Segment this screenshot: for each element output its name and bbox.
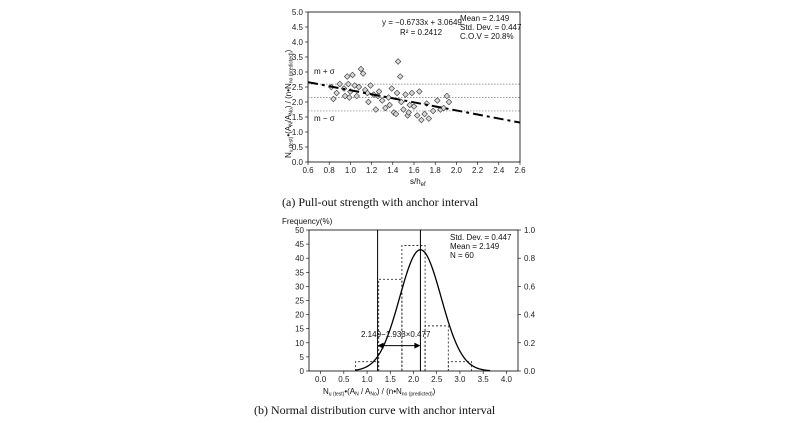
regression-equation: y = −0.6733x + 3.0649 (382, 18, 462, 27)
x-tick-label-a: 0.6 (302, 166, 314, 175)
frequency-label: Frequency(%) (282, 217, 333, 226)
caption-a: (a) Pull-out strength with anchor interval (282, 195, 479, 209)
data-point (387, 102, 393, 108)
y-left-tick-label-b: 10 (295, 338, 304, 348)
x-tick-label-a: 1.4 (387, 166, 399, 175)
data-point (383, 105, 389, 111)
x-label-b-part1: N (323, 387, 329, 396)
y-left-tick-label-b: 40 (295, 254, 304, 264)
x-tick-label-a: 2.2 (472, 166, 484, 175)
data-point (386, 95, 392, 101)
stat-stddev-b: Std. Dev. = 0.447 (450, 233, 512, 242)
x-tick-label-a: 2.6 (514, 166, 526, 175)
data-point (389, 86, 395, 92)
x-tick-label-a: 1.6 (408, 166, 420, 175)
y-tick-label-a: 3.0 (291, 68, 303, 77)
y-tick-label-a: 1.0 (291, 128, 303, 137)
x-label-b-part2: •(A (344, 387, 356, 396)
y-right-tick-label-b: 0.0 (524, 367, 536, 376)
band-label-lower: m − σ (314, 114, 335, 123)
y-left-tick-label-b: 35 (295, 268, 304, 278)
y-left-tick-label-b: 50 (295, 226, 304, 235)
x-label-b-part4: ) / (n•N (376, 387, 402, 396)
x-tick-label-a: 2.0 (450, 166, 462, 175)
y-tick-label-a: 3.5 (291, 53, 303, 62)
x-tick-label-a: 1.0 (344, 166, 356, 175)
data-point (350, 72, 356, 78)
data-point (435, 98, 441, 104)
chart-a (282, 8, 526, 209)
y-tick-label-a: 1.5 (291, 113, 303, 122)
y-tick-label-a: 0.5 (291, 143, 303, 152)
data-point (366, 99, 372, 105)
data-point (422, 111, 428, 117)
x-tick-label-a: 0.8 (323, 166, 335, 175)
r-squared: R² = 0.2412 (400, 28, 443, 37)
y-axis-label-a (284, 49, 295, 158)
x-tick-label-a: 2.4 (493, 166, 505, 175)
data-point (414, 113, 420, 119)
band-label-upper: m + σ (314, 67, 335, 76)
data-point (430, 108, 436, 114)
y-right-tick-label-b: 0.2 (524, 338, 536, 348)
y-tick-label-a: 5.0 (291, 8, 303, 17)
y-tick-label-a: 0.0 (291, 158, 303, 167)
y-label-a-part2: •(A (284, 125, 293, 137)
x-label-a-main: s/h (410, 177, 421, 186)
y-right-tick-label-b: 0.4 (524, 310, 536, 320)
y-label-a-part3: /A (284, 114, 293, 123)
x-axis-label-b (323, 387, 436, 398)
y-left-tick-label-b: 45 (295, 240, 304, 250)
y-right-tick-label-b: 0.6 (524, 282, 536, 292)
caption-b: (b) Normal distribution curve with anchor interval (254, 403, 496, 417)
y-left-tick-label-b: 20 (295, 310, 304, 320)
data-point (376, 89, 382, 95)
x-label-a-sub: ef (420, 182, 426, 188)
stat-mean-a: Mean = 2.149 (460, 14, 510, 23)
interval-annotation: 2.149−1.933×0.477 (361, 330, 431, 339)
normal-distribution-curve (355, 250, 490, 371)
regression-line (308, 82, 520, 122)
y-right-tick-label-b: 0.8 (524, 254, 536, 264)
data-point (354, 93, 360, 99)
x-tick-label-b: 3.0 (454, 375, 466, 384)
data-point (397, 74, 403, 80)
y-right-tick-label-b: 1.0 (524, 226, 536, 235)
y-left-tick-label-b: 15 (295, 324, 304, 334)
histogram-bar (402, 246, 425, 371)
x-label-b-sub4: no (predicted) (401, 391, 433, 398)
interval-arrowhead-right (414, 343, 420, 349)
x-label-b-sub1: u (test) (328, 391, 345, 398)
interval-arrowhead-left (378, 343, 384, 349)
stat-stddev-a: Std. Dev. = 0.447 (460, 23, 522, 32)
y-label-a-part1: N (284, 152, 293, 158)
histogram-bar (379, 279, 402, 371)
stat-cov-a: C.O.V = 20.8% (460, 32, 514, 41)
x-tick-label-b: 0.5 (338, 375, 350, 384)
x-tick-label-b: 1.5 (384, 375, 396, 384)
x-tick-label-b: 0.0 (315, 375, 327, 384)
data-point (403, 92, 409, 98)
y-label-a-sub4: no (predicted) (288, 52, 295, 84)
chart-b (254, 217, 536, 417)
data-point (417, 89, 423, 95)
y-left-tick-label-b: 5 (299, 352, 304, 362)
data-point (368, 83, 374, 89)
y-left-tick-label-b: 0 (299, 367, 304, 376)
y-tick-label-a: 4.5 (291, 23, 303, 32)
stat-mean-b: Mean = 2.149 (450, 242, 500, 251)
y-label-a-sub1: u (test) (288, 136, 295, 153)
data-point (394, 90, 400, 96)
chart-b-plot-frame (309, 230, 518, 371)
data-point (444, 93, 450, 99)
x-label-b-end: ) (432, 387, 436, 396)
x-tick-label-b: 3.5 (477, 375, 489, 384)
x-tick-label-a: 1.8 (429, 166, 441, 175)
x-axis-label-a (410, 177, 426, 188)
x-tick-label-b: 4.0 (500, 375, 512, 384)
y-tick-label-a: 2.5 (291, 83, 303, 92)
x-tick-label-b: 2.5 (431, 375, 443, 384)
data-point (337, 81, 343, 87)
data-point (395, 59, 401, 65)
data-point (334, 90, 340, 96)
y-left-tick-label-b: 25 (295, 296, 304, 306)
data-point (426, 116, 432, 122)
data-point (419, 117, 425, 123)
x-tick-label-a: 1.2 (366, 166, 378, 175)
data-point (331, 96, 337, 102)
stat-n-b: N = 60 (450, 251, 474, 260)
data-point (409, 90, 415, 96)
x-label-b-part3: / A (358, 387, 371, 396)
data-point (379, 98, 385, 104)
y-left-tick-label-b: 30 (295, 282, 304, 292)
y-tick-label-a: 2.0 (291, 98, 303, 107)
data-point (401, 107, 407, 113)
data-point (446, 99, 452, 105)
y-label-a-end: ) (284, 49, 293, 53)
data-point (345, 81, 351, 87)
y-label-a-sub3: No (288, 108, 295, 115)
y-label-a-part4: ) / (n•N (284, 83, 293, 109)
x-label-b-sub2: N (355, 391, 359, 398)
x-label-b-sub3: No (370, 391, 377, 398)
x-tick-label-b: 2.0 (407, 375, 420, 384)
data-point (344, 74, 350, 80)
y-label-a-sub2: N (288, 122, 295, 126)
data-point (373, 107, 379, 113)
x-tick-label-b: 1.0 (361, 375, 373, 384)
y-tick-label-a: 4.0 (291, 38, 303, 47)
